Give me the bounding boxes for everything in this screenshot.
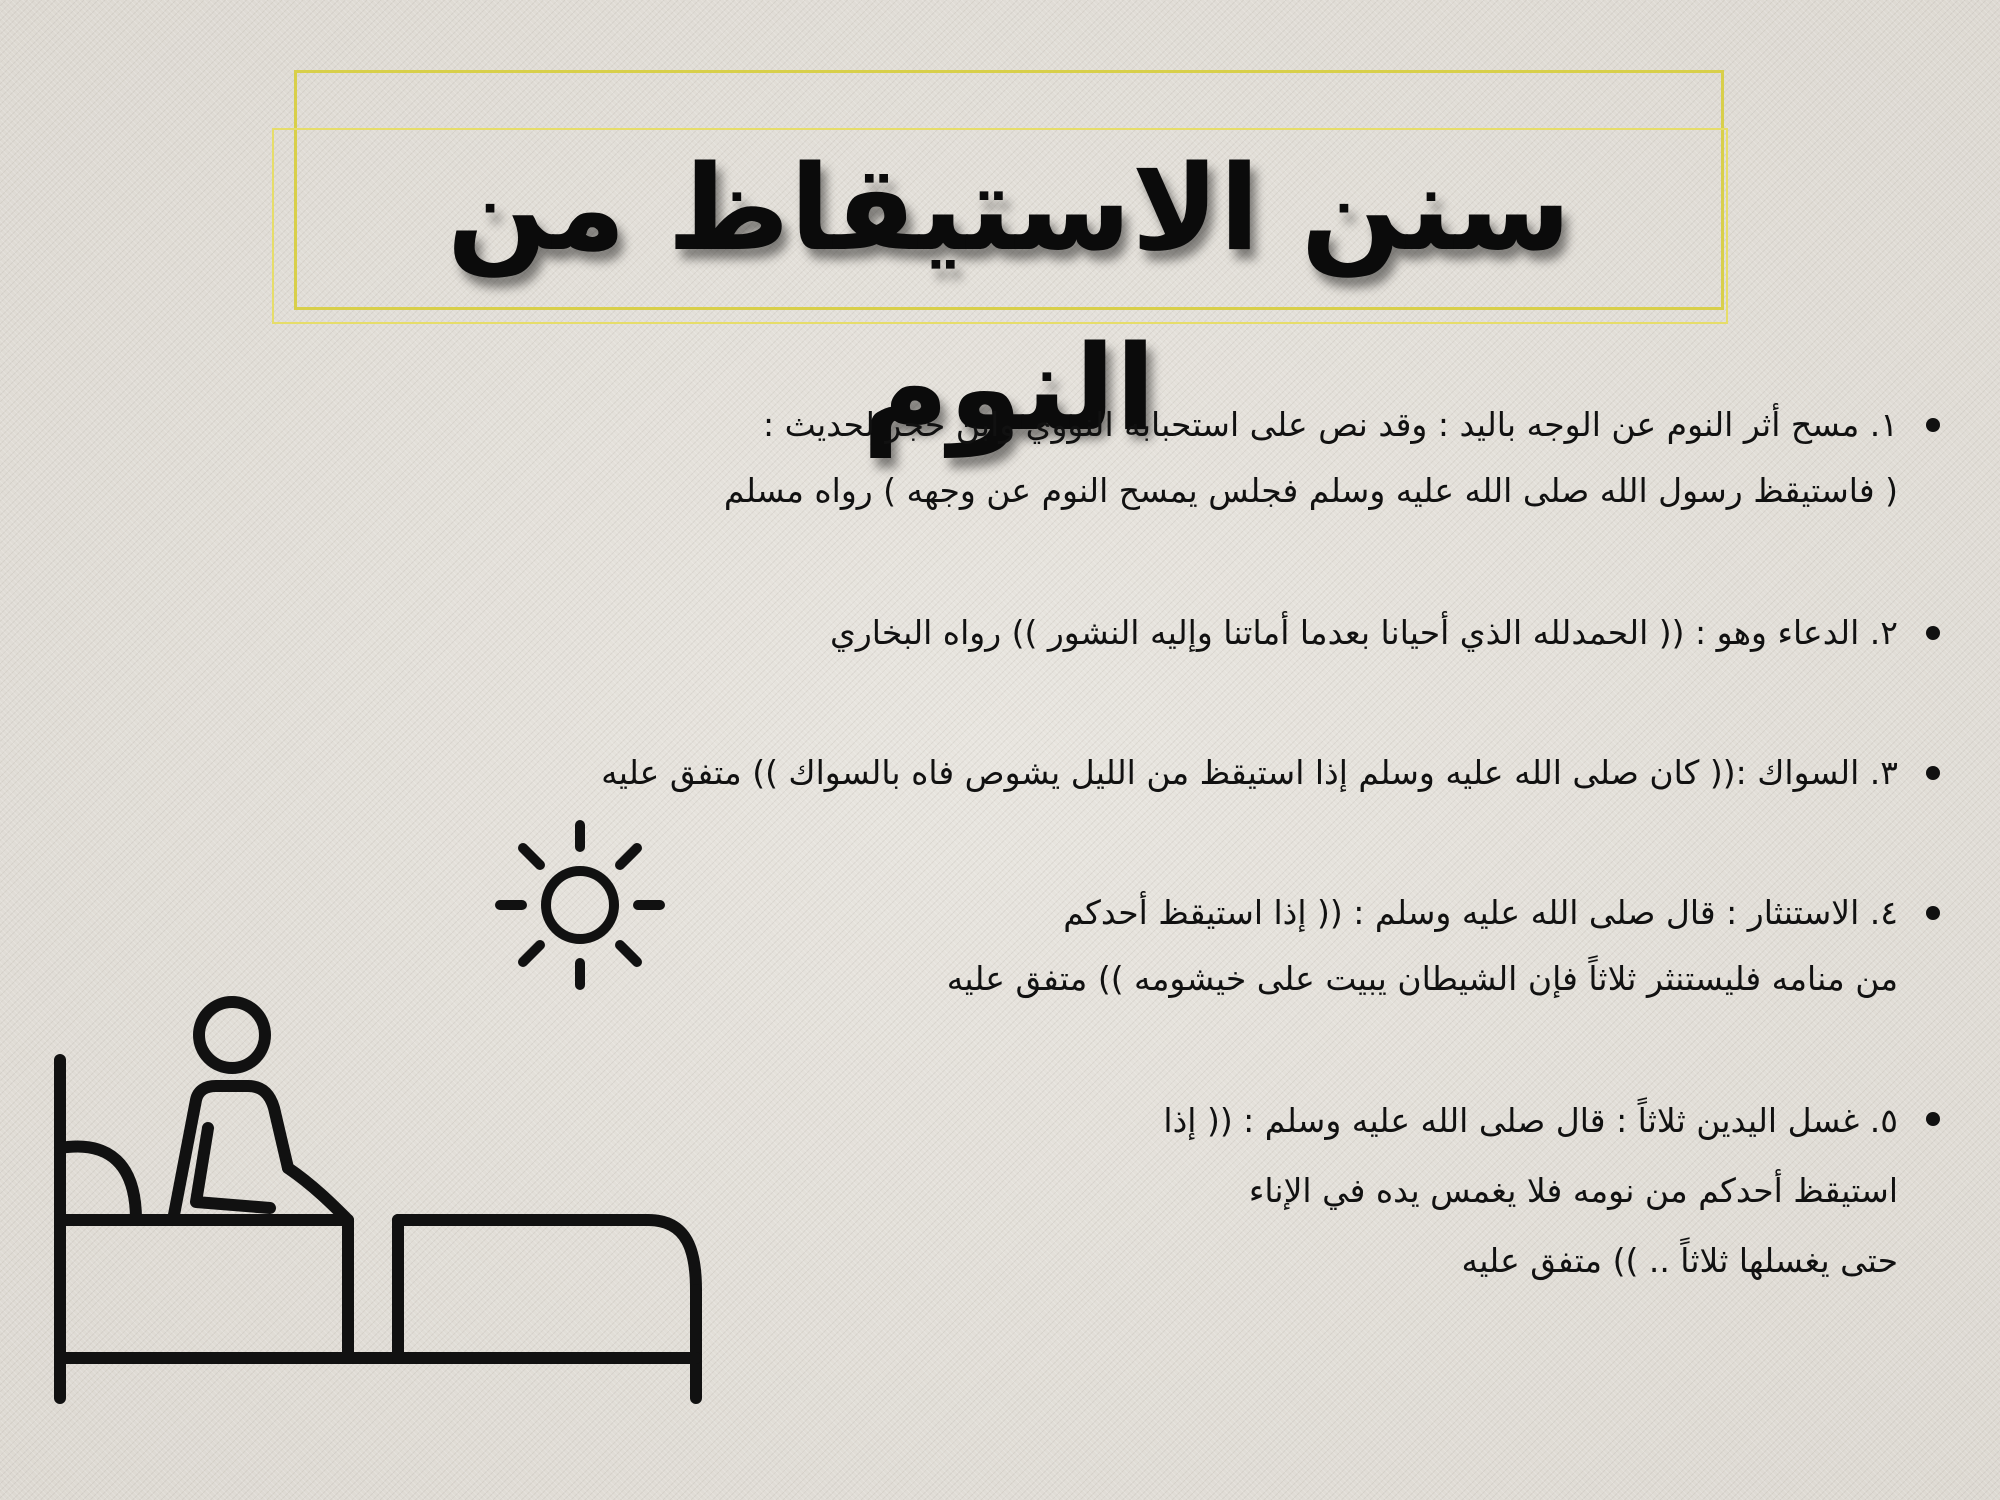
list-item bbox=[90, 600, 1940, 666]
item-line: حتى يغسلها ثلاثاً .. )) متفق عليه bbox=[1461, 1241, 1898, 1280]
item-line: ٤. الاستنثار : قال صلى الله عليه وسلم : (( إذا استيقظ أحدكم bbox=[1063, 893, 1898, 932]
bullet-icon bbox=[1926, 1112, 1940, 1126]
item-line: ١. مسح أثر النوم عن الوجه باليد : وقد نص على استحبابه النووي وابن حجر لحديث : bbox=[763, 405, 1898, 444]
item-line: ( فاستيقظ رسول الله صلى الله عليه وسلم فجلس يمسح النوم عن وجهه ) رواه مسلم bbox=[723, 471, 1898, 510]
person-sitting-up-in-bed-icon bbox=[48, 990, 708, 1410]
item-line: ٢. الدعاء وهو : (( الحمدلله الذي أحيانا بعدما أماتنا وإليه النشور )) رواه البخاري bbox=[830, 613, 1898, 652]
bullet-icon bbox=[1926, 906, 1940, 920]
sun-icon bbox=[490, 815, 670, 995]
page-title: سنن الاستيقاظ من النوم bbox=[446, 139, 1572, 457]
bullet-icon bbox=[1926, 626, 1940, 640]
item-line: من منامه فليستنثر ثلاثاً فإن الشيطان يبيت على خيشومه )) متفق عليه bbox=[946, 959, 1898, 998]
item-line: استيقظ أحدكم من نومه فلا يغمس يده في الإناء bbox=[1248, 1171, 1898, 1210]
item-line: ٣. السواك :(( كان صلى الله عليه وسلم إذا استيقظ من الليل يشوص فاه بالسواك )) متفق عليه bbox=[601, 753, 1898, 792]
list-item bbox=[90, 392, 1940, 524]
item-text bbox=[90, 392, 1940, 524]
item-text bbox=[90, 600, 1940, 666]
list-item bbox=[90, 740, 1940, 806]
item-text bbox=[90, 740, 1940, 806]
bullet-icon bbox=[1926, 766, 1940, 780]
item-line: ٥. غسل اليدين ثلاثاً : قال صلى الله عليه وسلم : (( إذا bbox=[1163, 1101, 1898, 1140]
bullet-icon bbox=[1926, 418, 1940, 432]
